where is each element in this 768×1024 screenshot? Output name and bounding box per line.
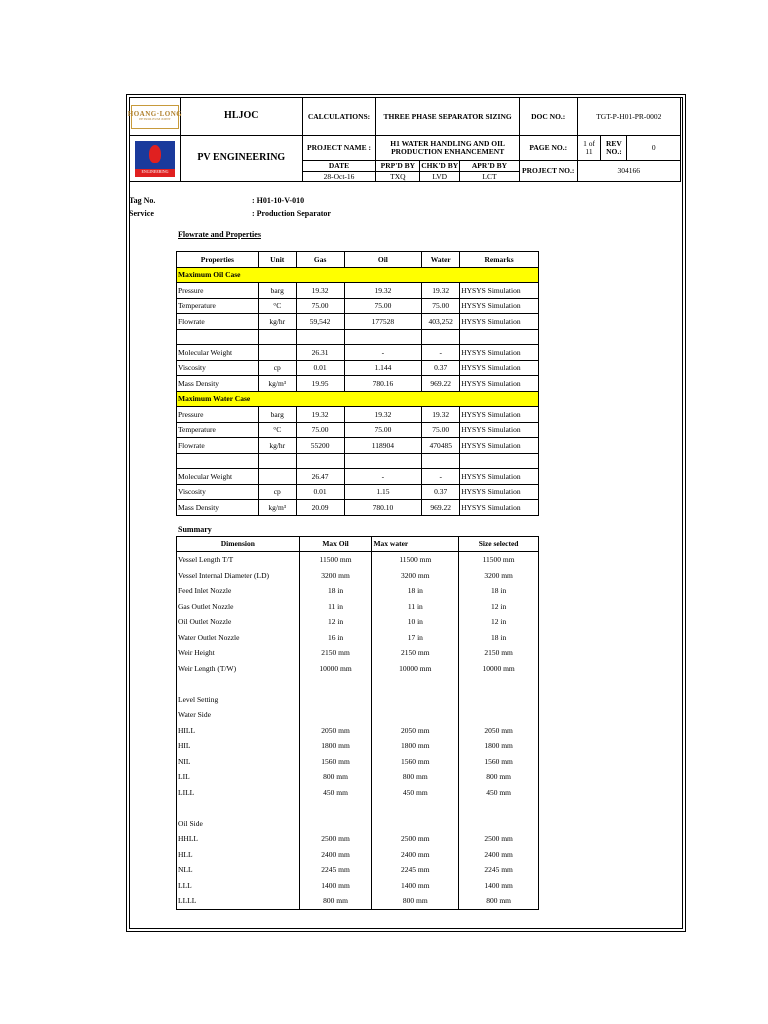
properties-cell	[258, 469, 296, 485]
calculations-value: THREE PHASE SEPARATOR SIZING	[376, 98, 519, 136]
summary-cell	[372, 676, 459, 692]
properties-cell: Mass Density	[177, 376, 259, 392]
summary-cell: LLL	[177, 878, 300, 894]
summary-cell: LLLL	[177, 893, 300, 909]
properties-row	[177, 345, 539, 361]
properties-row	[177, 283, 539, 299]
summary-row	[177, 630, 539, 646]
summary-cell: 800 mm	[372, 893, 459, 909]
summary-cell: 2150 mm	[459, 645, 539, 661]
properties-cell: 20.09	[296, 500, 344, 516]
properties-cell: cp	[258, 484, 296, 500]
summary-cell: 10000 mm	[372, 661, 459, 677]
properties-row	[177, 407, 539, 423]
summary-cell: NLL	[177, 862, 300, 878]
summary-cell: 2245 mm	[459, 862, 539, 878]
properties-cell: Viscosity	[177, 360, 259, 376]
summary-cell: 3200 mm	[299, 568, 372, 584]
properties-cell: HYSYS Simulation	[460, 484, 539, 500]
properties-header-cell: Unit	[258, 252, 296, 268]
properties-cell: kg/m³	[258, 376, 296, 392]
summary-header-row	[177, 537, 539, 552]
calculations-label: CALCULATIONS:	[302, 98, 376, 136]
properties-cell: HYSYS Simulation	[460, 500, 539, 516]
summary-row	[177, 816, 539, 832]
properties-cell: 26.47	[296, 469, 344, 485]
prpd-label: PRP'D BY	[376, 161, 420, 172]
summary-row	[177, 847, 539, 863]
properties-cell: -	[422, 469, 460, 485]
summary-row	[177, 754, 539, 770]
logo1-text: HOANG·LONG	[127, 109, 183, 118]
project-name-value: H1 WATER HANDLING AND OIL PRODUCTION ENHANCEMENT	[376, 136, 519, 161]
properties-cell: 403,252	[422, 314, 460, 330]
summary-row	[177, 800, 539, 816]
summary-row	[177, 878, 539, 894]
case-title: Maximum Oil Case	[177, 267, 539, 283]
properties-header-cell: Remarks	[460, 252, 539, 268]
properties-cell: Temperature	[177, 422, 259, 438]
properties-cell: 19.32	[422, 283, 460, 299]
properties-header-row	[177, 252, 539, 268]
summary-row	[177, 785, 539, 801]
summary-cell: 2500 mm	[372, 831, 459, 847]
properties-cell: HYSYS Simulation	[460, 376, 539, 392]
tag-value: : H01-10-V-010	[252, 196, 305, 205]
properties-cell	[177, 329, 259, 345]
properties-cell: HYSYS Simulation	[460, 469, 539, 485]
properties-cell	[422, 453, 460, 469]
summary-section-title: Summary	[178, 525, 212, 534]
summary-row	[177, 831, 539, 847]
summary-cell	[459, 676, 539, 692]
summary-cell: 2500 mm	[299, 831, 372, 847]
logo1-subtext: PETROLEUM JOINT	[139, 117, 171, 122]
properties-cell: kg/m³	[258, 500, 296, 516]
summary-cell: 800 mm	[459, 769, 539, 785]
properties-header-cell: Gas	[296, 252, 344, 268]
summary-cell: 450 mm	[372, 785, 459, 801]
properties-cell: HYSYS Simulation	[460, 345, 539, 361]
summary-cell: 1400 mm	[299, 878, 372, 894]
summary-cell: 2500 mm	[459, 831, 539, 847]
logo-pv-engineering	[130, 136, 181, 182]
summary-cell: 2050 mm	[459, 723, 539, 739]
properties-cell: 75.00	[344, 422, 422, 438]
project-no-value: 304166	[577, 161, 680, 182]
properties-row	[177, 376, 539, 392]
properties-cell: HYSYS Simulation	[460, 407, 539, 423]
aprd-value: LCT	[460, 172, 520, 182]
properties-cell: 26.31	[296, 345, 344, 361]
properties-row	[177, 298, 539, 314]
aprd-label: APR'D BY	[460, 161, 520, 172]
case-title-row	[177, 267, 539, 283]
properties-cell: cp	[258, 360, 296, 376]
summary-row	[177, 769, 539, 785]
summary-cell: 2050 mm	[299, 723, 372, 739]
properties-cell: 118904	[344, 438, 422, 454]
properties-cell	[258, 329, 296, 345]
properties-cell: -	[344, 469, 422, 485]
properties-cell: 0.01	[296, 484, 344, 500]
summary-cell: 11500 mm	[459, 552, 539, 568]
properties-cell: kg/hr	[258, 314, 296, 330]
summary-cell	[372, 692, 459, 708]
properties-cell: HYSYS Simulation	[460, 360, 539, 376]
summary-cell: 800 mm	[372, 769, 459, 785]
summary-cell: Oil Side	[177, 816, 300, 832]
properties-cell: 470485	[422, 438, 460, 454]
summary-cell: 1800 mm	[372, 738, 459, 754]
summary-cell	[459, 816, 539, 832]
summary-cell: Oil Outlet Nozzle	[177, 614, 300, 630]
summary-cell: 1400 mm	[459, 878, 539, 894]
project-no-label: PROJECT NO.:	[519, 161, 577, 182]
summary-cell: 12 in	[459, 614, 539, 630]
properties-cell: 19.32	[296, 407, 344, 423]
properties-cell: 1.144	[344, 360, 422, 376]
summary-cell	[459, 692, 539, 708]
company-pv-engineering: PV ENGINEERING	[181, 136, 303, 182]
summary-header-cell: Size selected	[459, 537, 539, 552]
properties-cell	[296, 453, 344, 469]
chkd-value: LVD	[420, 172, 460, 182]
properties-cell: 19.32	[344, 407, 422, 423]
properties-cell: 1.15	[344, 484, 422, 500]
summary-cell: 18 in	[459, 630, 539, 646]
logo-hoang-long	[127, 98, 183, 136]
properties-cell: barg	[258, 407, 296, 423]
summary-cell: 3200 mm	[372, 568, 459, 584]
properties-cell: HYSYS Simulation	[460, 422, 539, 438]
summary-cell	[459, 800, 539, 816]
summary-cell	[372, 707, 459, 723]
properties-row	[177, 422, 539, 438]
summary-cell	[372, 800, 459, 816]
properties-cell: 969.22	[422, 376, 460, 392]
properties-cell: Flowrate	[177, 438, 259, 454]
properties-header-cell: Properties	[177, 252, 259, 268]
properties-cell: Molecular Weight	[177, 345, 259, 361]
properties-row	[177, 360, 539, 376]
summary-cell: Vessel Length T/T	[177, 552, 300, 568]
summary-cell: 800 mm	[459, 893, 539, 909]
summary-cell: 11 in	[372, 599, 459, 615]
properties-cell: 0.37	[422, 360, 460, 376]
properties-row	[177, 484, 539, 500]
summary-cell: 1800 mm	[459, 738, 539, 754]
page-no-value: 1 of 11	[577, 136, 601, 161]
logo2-text: ENGINEERING	[135, 169, 175, 177]
summary-row	[177, 568, 539, 584]
header-table	[129, 97, 681, 182]
properties-cell: HYSYS Simulation	[460, 314, 539, 330]
service-label: Service	[129, 209, 154, 218]
summary-cell: Water Side	[177, 707, 300, 723]
properties-cell: 59,542	[296, 314, 344, 330]
flame-icon	[149, 145, 161, 163]
properties-cell: Viscosity	[177, 484, 259, 500]
summary-cell	[459, 707, 539, 723]
properties-table	[176, 251, 539, 516]
properties-cell: 0.01	[296, 360, 344, 376]
summary-cell: 16 in	[299, 630, 372, 646]
summary-cell: NIL	[177, 754, 300, 770]
summary-cell	[177, 800, 300, 816]
summary-cell: 2245 mm	[299, 862, 372, 878]
summary-cell: Weir Length (T/W)	[177, 661, 300, 677]
chkd-label: CHK'D BY	[421, 161, 459, 171]
page-no-label: PAGE NO.:	[519, 136, 577, 161]
summary-cell: 18 in	[372, 583, 459, 599]
properties-row	[177, 314, 539, 330]
properties-cell: 780.16	[344, 376, 422, 392]
summary-cell: 2050 mm	[372, 723, 459, 739]
properties-row	[177, 438, 539, 454]
summary-cell: 800 mm	[299, 893, 372, 909]
summary-cell: 18 in	[299, 583, 372, 599]
properties-cell: kg/hr	[258, 438, 296, 454]
summary-cell: HILL	[177, 723, 300, 739]
properties-cell: -	[422, 345, 460, 361]
properties-cell	[460, 329, 539, 345]
summary-cell: 1800 mm	[299, 738, 372, 754]
summary-cell: 2400 mm	[372, 847, 459, 863]
summary-cell: 11500 mm	[372, 552, 459, 568]
properties-cell: -	[344, 345, 422, 361]
properties-cell: 19.32	[422, 407, 460, 423]
summary-row	[177, 614, 539, 630]
summary-cell	[177, 676, 300, 692]
summary-cell: 12 in	[299, 614, 372, 630]
properties-cell: Molecular Weight	[177, 469, 259, 485]
properties-cell: 75.00	[344, 298, 422, 314]
summary-cell: 2400 mm	[459, 847, 539, 863]
properties-row	[177, 453, 539, 469]
summary-cell: 450 mm	[299, 785, 372, 801]
properties-cell: Pressure	[177, 283, 259, 299]
summary-row	[177, 583, 539, 599]
properties-cell: 780.10	[344, 500, 422, 516]
properties-cell	[460, 453, 539, 469]
summary-cell: 1560 mm	[299, 754, 372, 770]
summary-cell: 12 in	[459, 599, 539, 615]
summary-cell: 2400 mm	[299, 847, 372, 863]
summary-cell: 1560 mm	[372, 754, 459, 770]
properties-cell: 19.95	[296, 376, 344, 392]
summary-cell: Vessel Internal Diameter (LD)	[177, 568, 300, 584]
properties-cell: HYSYS Simulation	[460, 283, 539, 299]
summary-row	[177, 599, 539, 615]
summary-cell: 2245 mm	[372, 862, 459, 878]
company-hljoc: HLJOC	[181, 98, 303, 136]
properties-cell: 75.00	[296, 298, 344, 314]
summary-header-cell: Dimension	[177, 537, 300, 552]
summary-cell: Feed Inlet Nozzle	[177, 583, 300, 599]
summary-row	[177, 893, 539, 909]
properties-cell: Temperature	[177, 298, 259, 314]
properties-cell: 55200	[296, 438, 344, 454]
properties-cell: HYSYS Simulation	[460, 438, 539, 454]
date-label: DATE	[302, 161, 376, 172]
summary-cell: 18 in	[459, 583, 539, 599]
properties-cell: 75.00	[422, 298, 460, 314]
summary-cell	[299, 676, 372, 692]
summary-cell: Level Setting	[177, 692, 300, 708]
properties-header-cell: Oil	[344, 252, 422, 268]
case-title-row	[177, 391, 539, 407]
summary-cell: 1400 mm	[372, 878, 459, 894]
properties-cell: °C	[258, 422, 296, 438]
summary-row	[177, 738, 539, 754]
summary-cell: Weir Height	[177, 645, 300, 661]
summary-cell: 2150 mm	[372, 645, 459, 661]
date-value: 28-Oct-16	[302, 172, 376, 182]
properties-cell	[296, 329, 344, 345]
properties-cell: 177528	[344, 314, 422, 330]
summary-row	[177, 645, 539, 661]
summary-cell	[299, 707, 372, 723]
doc-no-label: DOC NO.:	[519, 98, 577, 136]
summary-cell: 1560 mm	[459, 754, 539, 770]
service-value: : Production Separator	[252, 209, 331, 218]
properties-cell: °C	[258, 298, 296, 314]
properties-cell: 19.32	[296, 283, 344, 299]
properties-cell: 19.32	[344, 283, 422, 299]
properties-cell	[344, 329, 422, 345]
summary-cell: 11 in	[299, 599, 372, 615]
summary-cell	[372, 816, 459, 832]
properties-row	[177, 469, 539, 485]
properties-cell: HYSYS Simulation	[460, 298, 539, 314]
summary-row	[177, 661, 539, 677]
properties-cell: 75.00	[296, 422, 344, 438]
summary-table	[176, 536, 539, 910]
summary-cell	[299, 800, 372, 816]
summary-cell: HHLL	[177, 831, 300, 847]
summary-cell: 11500 mm	[299, 552, 372, 568]
summary-cell: 10000 mm	[459, 661, 539, 677]
summary-cell	[299, 692, 372, 708]
summary-cell: Gas Outlet Nozzle	[177, 599, 300, 615]
properties-cell: Mass Density	[177, 500, 259, 516]
summary-cell: 2150 mm	[299, 645, 372, 661]
summary-cell	[299, 816, 372, 832]
summary-header-cell: Max Oil	[299, 537, 372, 552]
summary-cell: 800 mm	[299, 769, 372, 785]
summary-cell: HIL	[177, 738, 300, 754]
summary-row	[177, 676, 539, 692]
summary-row	[177, 707, 539, 723]
summary-cell: LIL	[177, 769, 300, 785]
properties-cell	[177, 453, 259, 469]
properties-cell	[258, 453, 296, 469]
summary-cell: 10000 mm	[299, 661, 372, 677]
properties-cell: 75.00	[422, 422, 460, 438]
summary-cell: LILL	[177, 785, 300, 801]
tag-label: Tag No.	[129, 196, 156, 205]
summary-row	[177, 862, 539, 878]
summary-cell: 3200 mm	[459, 568, 539, 584]
summary-cell: 450 mm	[459, 785, 539, 801]
properties-row	[177, 329, 539, 345]
properties-cell: 969.22	[422, 500, 460, 516]
summary-cell: 17 in	[372, 630, 459, 646]
doc-no-value: TGT-P-H01-PR-0002	[577, 98, 680, 136]
properties-cell: 0.37	[422, 484, 460, 500]
prpd-value: TXQ	[376, 172, 420, 182]
summary-cell: HLL	[177, 847, 300, 863]
case-title: Maximum Water Case	[177, 391, 539, 407]
properties-row	[177, 500, 539, 516]
summary-row	[177, 552, 539, 568]
summary-row	[177, 692, 539, 708]
project-name-label: PROJECT NAME :	[302, 136, 376, 161]
properties-header-cell: Water	[422, 252, 460, 268]
summary-row	[177, 723, 539, 739]
flowrate-section-title: Flowrate and Properties	[178, 230, 261, 239]
summary-cell: 10 in	[372, 614, 459, 630]
rev-label: REV NO.:	[601, 136, 627, 161]
properties-cell	[422, 329, 460, 345]
properties-cell: barg	[258, 283, 296, 299]
summary-cell: Water Outlet Nozzle	[177, 630, 300, 646]
properties-cell: Pressure	[177, 407, 259, 423]
properties-cell: Flowrate	[177, 314, 259, 330]
properties-cell	[258, 345, 296, 361]
rev-value: 0	[627, 136, 681, 161]
properties-cell	[344, 453, 422, 469]
summary-header-cell: Max water	[372, 537, 459, 552]
